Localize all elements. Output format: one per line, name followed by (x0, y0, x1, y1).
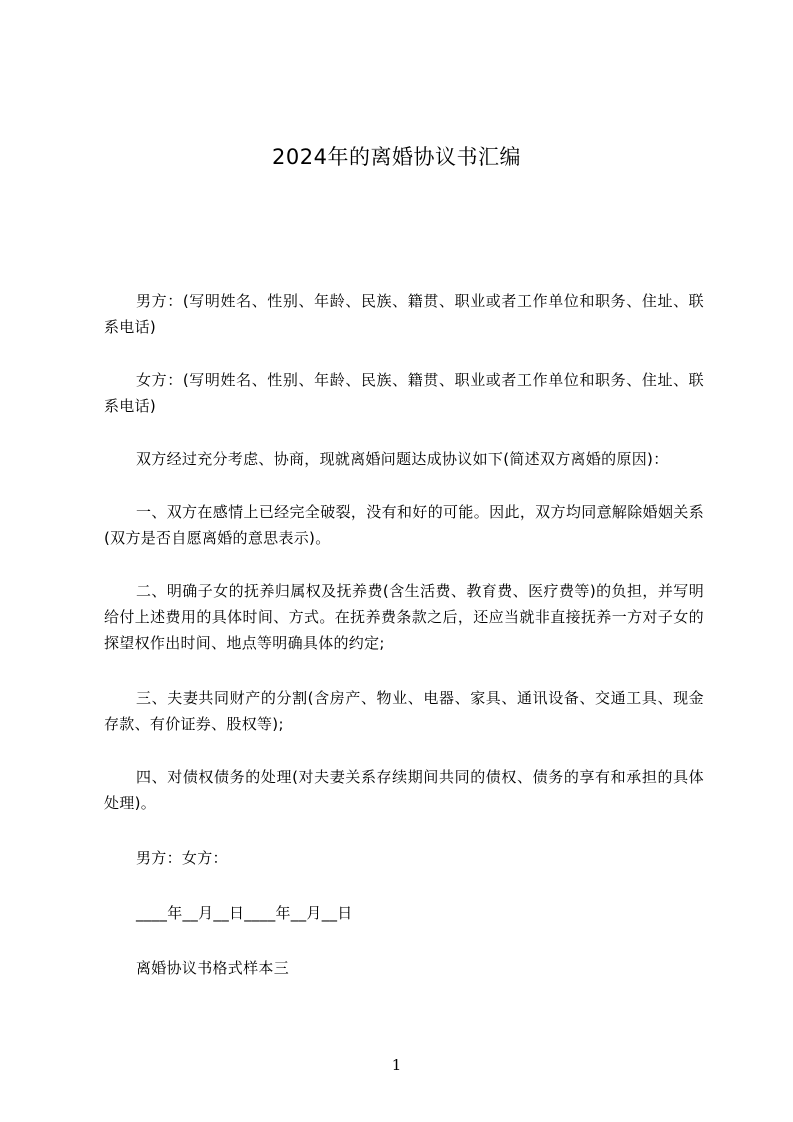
paragraph-sample-heading: 离婚协议书格式样本三 (136, 959, 290, 977)
paragraph-clause-2: 二、明确子女的抚养归属权及抚养费(含生活费、教育费、医疗费等)的负担，并写明给付上述费用的具体时间、方式。在抚养费条款之后，还应当就非直接抚养一方对子女的探望权作出时间、地点等明确具体的约定; (104, 582, 704, 652)
paragraph-agreement-intro: 双方经过充分考虑、协商，现就离婚问题达成协议如下(简述双方离婚的原因)： (136, 450, 669, 468)
paragraph-clause-3: 三、夫妻共同财产的分割(含房产、物业、电器、家具、通讯设备、交通工具、现金存款、有价证券、股权等); (104, 689, 704, 733)
page-number: 1 (391, 1056, 402, 1074)
paragraph-clause-4: 四、对债权债务的处理(对夫妻关系存续期间共同的债权、债务的享有和承担的具体处理)。 (104, 768, 704, 812)
paragraph-clause-1: 一、双方在感情上已经完全破裂，没有和好的可能。因此，双方均同意解除婚姻关系(双方是否自愿离婚的意思表示)。 (104, 503, 704, 547)
paragraph-female-party: 女方：(写明姓名、性别、年龄、民族、籍贯、职业或者工作单位和职务、住址、联系电话) (104, 371, 704, 415)
paragraph-male-party: 男方：(写明姓名、性别、年龄、民族、籍贯、职业或者工作单位和职务、住址、联系电话) (104, 292, 704, 336)
paragraph-signatures: 男方：女方： (136, 849, 228, 867)
document-title: 2024年的离婚协议书汇编 (272, 145, 521, 169)
paragraph-date-line: ____年__月__日____年__月__日 (136, 904, 353, 922)
